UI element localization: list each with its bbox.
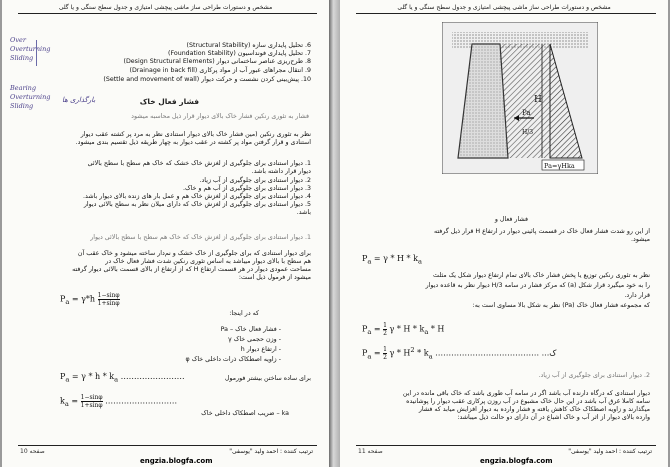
pa-label: Pa — [522, 109, 531, 117]
backfill — [500, 44, 550, 158]
blog-url: engzia.blogfa.com — [140, 457, 213, 465]
list-item: 7. تحلیل پایداری فونداسیون (Foundation Stability) — [167, 50, 311, 57]
paragraph-line: وارده بالای دیوار از اثر آب و خاک اشباع در آن دارای دو حالت ذیل میباشد: — [457, 414, 650, 421]
page-header: مشخص و دستورات طراحی ساز ماشی پیچشی امتیازی و جدول سطح سنگی و یا گلی — [397, 4, 611, 11]
header-rule — [356, 13, 656, 14]
handwritten-note-fa: بارگذاری ها — [62, 96, 96, 104]
paragraph-line: نظر به تئوری رنکین (مین فشار خاک بالای دیوار استنادی نظر به مرد پر کشته عقب دیوار — [80, 131, 311, 138]
case-line: دیوار قرار داشته باشد. — [251, 168, 311, 175]
right-page — [340, 0, 668, 467]
definition: - ارتفاع دیوار h — [240, 346, 281, 353]
handwritten-bracket — [36, 40, 37, 66]
footer-author: ترتیب کننده : احمد ولید "یوسفی" — [229, 448, 313, 455]
definition: - وزن حجمی خاک γ — [227, 336, 281, 343]
left-page — [2, 0, 329, 467]
header-rule — [18, 13, 317, 14]
figure-equation: Pa=γHka — [544, 162, 575, 170]
paragraph-line: استنادی و قرار گرفتن مواد پر کشته در عقب دیوار به چهار طریقه ذیل تقسیم بندی میشود. — [75, 139, 311, 146]
paragraph-line: را به خود میگیرد قرار شکل (a) که مرکز فشار در سامه H/3 دیوار نظر به قاعده دیوار — [425, 282, 650, 289]
h-label: H — [534, 95, 542, 105]
definition: - فشار فعال خاک – Pa — [220, 326, 281, 333]
formula-simplified: $P_a = \gamma * h * k_a$ …………………… — [60, 372, 185, 384]
paragraph-line: برای دیوار استنادی که برای جلوگیری از خاک خشک و نم‌دار ساخته میشود و خاک عقب آن — [77, 250, 311, 257]
formula-total-1: $P_a$ = $\frac{1}{2}$ γ * H * $k_a$ * H — [362, 322, 445, 337]
retaining-wall-figure — [442, 22, 598, 174]
case1-heading: 1. دیوار استنادی برای جلوگیری از لغزش خاک که خاک هم سطح با سطح بالائی دیوار — [90, 234, 311, 241]
formula-label: برای ساده ساختن بیشتر فورمول — [224, 375, 311, 382]
formula-ka: $k_a$ = $\frac{1-\sin\varphi}{1+\sin\varphi}$ ……………………… — [60, 394, 178, 409]
book-gutter — [329, 0, 340, 467]
paragraph-line: از این رو شدت فشار فعال خاک در قسمت پائینی دیوار در ارتفاع H قرار ذیل گرفته — [433, 228, 650, 235]
list-item: 8. طرح‌ریزی عناصر ساختمانی دیوار (Design Structural Elements) — [123, 58, 311, 65]
figure-title: فشار فعال و — [494, 216, 528, 223]
case-line: 4. دیوار استنادی برای جلوگیری از لغزش خاک هم و عمل بار های زنده بالای دیوار باشد. — [83, 193, 311, 200]
list-item: 10. پیش‌بینی کردن نشست و حرکت دیوار (Settle and movement of wall) — [103, 76, 311, 83]
paragraph-line: میگذارند و زاویه اصطکاک خاک کاهش یافته و فشار وارده به دیوار افزایش میابد که فشار — [418, 406, 650, 413]
page-number: صفحه 10 — [20, 448, 45, 455]
page-header: مشخص و دستورات طراحی ساز ماشی پیچشی امتیازی و جدول سطح سنگی و یا گلی — [58, 4, 273, 11]
paragraph-line: دیوار استنادی که درگاه دارنده آب باشد اگر در سامه آب طوری باشد که خاک باقی مانده در این — [402, 390, 650, 397]
paragraph-line: قرار دارد. — [624, 292, 650, 299]
case-line: 5. دیوار استنادی برای جلوگیری از لغزش خاک که دارای میلان نظر به سطح بالائی دیوار — [83, 201, 311, 208]
handwritten-note-2: Bearing Overturning Sliding — [10, 84, 51, 110]
paragraph-line: مساحت عمودی دیوار در هر قسمت ارتفاع H که از ارتفاع از بالای قسمت بالائی دیوار گرفته — [72, 266, 311, 273]
h3-label: H/3 — [522, 129, 534, 136]
footer-author: ترتیب کننده : احمد ولید "یوسفی" — [568, 448, 652, 455]
footer-rule — [356, 445, 656, 446]
case-line: 3. دیوار استنادی برای جلوگیری از آب هم و خاک. — [182, 185, 311, 192]
section2-heading: 2. دیوار استنادی برای جلوگیری از آب زیاد. — [538, 372, 650, 379]
case-line: 2. دیوار استنادی برای جلوگیری از آب زیاد. — [199, 177, 311, 184]
section-title: فشار فعال خاک — [139, 97, 199, 106]
list-item: 9. انتقال مجراهای عبور آب از مواد پرکاری (Drainage in back fill) — [129, 67, 311, 74]
case-line: 1. دیوار استنادی برای جلوگیری از لغزش خاک خشک که خاک هم سطح با سطح بالائی — [87, 160, 311, 167]
formula-total-2: $P_a$ = $\frac{1}{2}$ γ * $H^2 * k_a$ ………………………………… ...ک — [362, 346, 557, 362]
paragraph-line: که مجموعه فشار فعال خاک (Pa) نظر به شکل بالا مساوی است به: — [472, 302, 650, 309]
case-line: باشد. — [296, 209, 311, 216]
paragraph-line: نظر به تئوری رنکین توزیع یا پخش فشار خاک بالای تمام ارتفاع دیوار شکل یک مثلث — [433, 272, 650, 279]
blog-url: engzia.blogfa.com — [480, 457, 553, 465]
footer-rule — [18, 445, 317, 446]
page-number: صفحه 11 — [358, 448, 383, 455]
subtitle: فشار به تئوری رنکین فشار خاک بالای دیوار قرار ذیل محاسبه میشود — [131, 113, 309, 120]
list-item: 6. تحلیل پایداری سازه (Structural Stability) — [186, 42, 311, 49]
paragraph-line: میشود از فرمول ذیل است: — [238, 274, 311, 281]
ka-definition: ka – ضریب اصطکاک داخلی خاک — [201, 410, 289, 417]
paragraph-line: هم سطح با بالای دیوار میباشد به اساس تئوری رنکین شدت فشار فعال خاک در — [105, 258, 311, 265]
paragraph-line: میشود. — [631, 236, 650, 243]
formula-pa-right: $P_a = \gamma * H * k_a$ — [362, 254, 422, 266]
handwritten-note-1: Over Overturning Sliding — [10, 36, 51, 62]
definition: - زاویه اصطکاک ذرات داخلی خاک φ — [185, 356, 281, 363]
where-label: که در اینجا: — [229, 310, 259, 317]
formula-pa: $P_a = \gamma*h$ $\frac{1-\sin\varphi}{1+\sin\varphi}$ — [60, 292, 120, 307]
paragraph-line: سامه کاملا غرق آب باشد در این حال خاک مشبوع در آب روزن پرکاری عقب دیوار را پوشانیده — [406, 398, 650, 405]
